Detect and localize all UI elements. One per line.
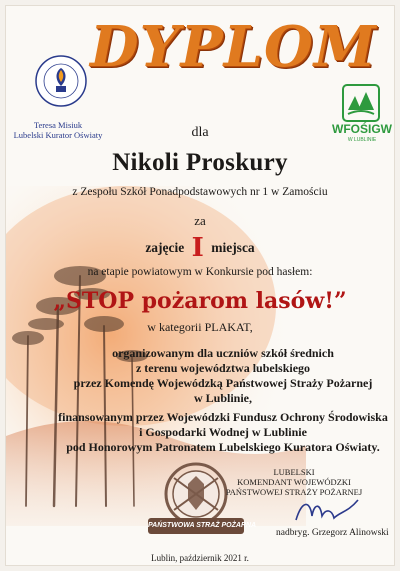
dla-label: dla bbox=[191, 125, 209, 140]
place-number: I bbox=[191, 233, 204, 263]
category-line: w kategorii PLAKAT, bbox=[147, 320, 253, 334]
wfos-name: WFOŚIGW bbox=[332, 122, 392, 136]
wfos-subtitle: W LUBLINIE bbox=[347, 137, 377, 143]
contest-stage-line: na etapie powiatowym w Konkursie pod hasłem: bbox=[87, 266, 313, 278]
contest-slogan: „STOP pożarom lasów!” bbox=[53, 288, 347, 314]
place-post: miejsca bbox=[211, 240, 255, 255]
kuratorium-seal-icon bbox=[34, 54, 88, 108]
badge-text: PAŃSTWOWA STRAŻ POŻARNA bbox=[148, 522, 257, 529]
description-line: w Lublinie, bbox=[193, 391, 253, 405]
description-line: przez Komendę Wojewódzką Państwowej Straży Pożarnej bbox=[73, 376, 373, 390]
description-line: pod Honorowym Patronatem Lubelskiego Kuratora Oświaty. bbox=[66, 440, 380, 454]
diploma-page bbox=[6, 6, 394, 565]
description-line: z terenu województwa lubelskiego bbox=[135, 361, 311, 375]
place-pre: zajęcie bbox=[145, 240, 185, 255]
description-line: finansowanym przez Wojewódzki Fundusz Ochrony Środowiska bbox=[58, 410, 388, 424]
description-line: i Gospodarki Wodnej w Lublinie bbox=[139, 425, 307, 439]
wfos-logo-icon bbox=[342, 84, 380, 122]
signature-title-1: LUBELSKI bbox=[273, 467, 315, 477]
signature-title-2: KOMENDANT WOJEWÓDZKI bbox=[237, 477, 351, 487]
handwritten-signature-icon bbox=[292, 494, 362, 528]
signature-title-3: PAŃSTWOWEJ STRAŻY POŻARNEJ bbox=[225, 487, 363, 497]
kuratorium-role: Lubelski Kurator Oświaty bbox=[13, 130, 103, 140]
recipient-name: Nikoli Proskury bbox=[112, 149, 288, 176]
signer-name: nadbryg. Grzegorz Alinowski bbox=[276, 528, 389, 538]
place-date: Lublin, październik 2021 r. bbox=[151, 553, 249, 563]
place-line bbox=[6, 233, 394, 263]
description-line: organizowanym dla uczniów szkół średnich bbox=[112, 346, 334, 360]
za-label: za bbox=[194, 213, 206, 228]
kuratorium-person: Teresa Misiuk bbox=[33, 120, 83, 130]
school-line: z Zespołu Szkół Ponadpodstawowych nr 1 w Zamościu bbox=[72, 186, 328, 198]
diploma-title: DYPLOM bbox=[90, 14, 377, 80]
